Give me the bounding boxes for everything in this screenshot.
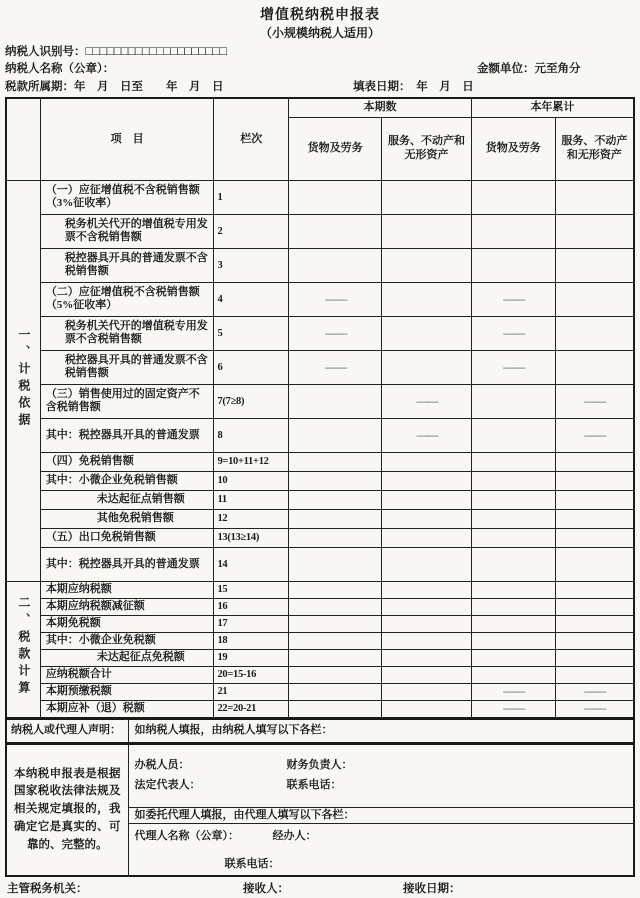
row-item-label: （四）免税销售额 [40,452,214,471]
table-row [6,683,634,700]
cell-ytd-services [555,509,634,528]
cell-ytd-goods [471,581,555,598]
table-row [6,452,634,471]
cell-ytd-goods: —— [471,316,555,350]
amount-unit-label: 金额单位：元至角分 [477,63,581,76]
agent-phone-label: 联系电话： [224,857,280,870]
fill-date-label: 填表日期： [353,80,405,93]
row-column-no: 2 [214,214,289,248]
cell-ytd-goods [471,649,555,666]
col-header-services-assets: 服务、不动产和无形资产 [382,117,472,180]
cell-current-goods [289,632,382,649]
row-item-label: （一）应征增值税不含税销售额（3%征收率） [40,180,214,214]
cell-current-services [382,581,472,598]
cell-ytd-services [555,547,634,581]
fill-date-group [353,80,474,94]
cell-ytd-services [555,598,634,615]
cell-current-goods [289,452,382,471]
row-column-no: 21 [214,683,289,700]
row-column-no: 11 [214,490,289,509]
cell-current-goods [289,649,382,666]
cell-ytd-services [555,528,634,547]
row-item-label: 应纳税额合计 [40,666,214,683]
cell-ytd-goods: —— [471,683,555,700]
cell-ytd-goods [471,509,555,528]
cell-current-goods [289,214,382,248]
taxpayer-name-label: 纳税人名称（公章）： [5,63,115,76]
receiver-label: 接收人： [243,883,289,896]
cell-ytd-goods [471,452,555,471]
cell-current-goods [289,666,382,683]
cell-current-goods [289,248,382,282]
cell-ytd-goods [471,615,555,632]
cell-ytd-goods [471,666,555,683]
cell-current-goods [289,418,382,452]
cell-current-goods [289,683,382,700]
cell-current-services [382,528,472,547]
row-item-label: 其他免税销售额 [40,509,214,528]
agent-signature-cell [128,823,634,876]
row-column-no: 14 [214,547,289,581]
cell-current-goods [289,490,382,509]
row-column-no: 5 [214,316,289,350]
col-header-year-total: 本年累计 [471,98,634,118]
table-row [6,581,634,598]
cell-current-services [382,683,472,700]
row-item-label: 税务机关代开的增值税专用发票不含税销售额 [40,316,214,350]
finance-head-label: 财务负责人： [286,759,353,772]
row-item-label: 其中：小微企业免税销售额 [40,471,214,490]
cell-ytd-services: —— [555,418,634,452]
cell-current-services [382,350,472,384]
row-item-label: 未达起征点免税额 [40,649,214,666]
main-table [5,97,635,719]
form-title: 增值税纳税申报表 [260,8,380,23]
cell-current-services [382,471,472,490]
declaration-statement: 本纳税申报表是根据国家税收法律法规及相关规定填报的，我确定它是真实的、可靠的、完整的。 [6,744,128,877]
cell-ytd-services [555,282,634,316]
cell-current-services [382,547,472,581]
table-row [6,528,634,547]
row-column-no: 20=15-16 [214,666,289,683]
row-column-no: 22=20-21 [214,700,289,718]
tax-period-line [5,80,635,94]
cell-ytd-goods [471,632,555,649]
cell-ytd-goods: —— [471,700,555,718]
row-item-label: 其中：小微企业免税额 [40,632,214,649]
col-header-item: 项 目 [40,98,214,181]
row-item-label: 税控器具开具的普通发票不含税销售额 [40,248,214,282]
cell-current-services [382,490,472,509]
cell-current-services: —— [382,384,472,418]
table-row [6,509,634,528]
row-column-no: 18 [214,632,289,649]
table-row [6,316,634,350]
row-item-label: 其中：税控器具开具的普通发票 [40,418,214,452]
cell-ytd-services [555,490,634,509]
taxpayer-fill-note: 如纳税人填报，由纳税人填写以下各栏： [128,719,634,743]
declaration-row [5,718,635,744]
cell-current-goods [289,615,382,632]
cell-ytd-services [555,581,634,598]
table-row [6,666,634,683]
taxpayer-id-label: 纳税人识别号： [5,45,86,58]
section-label-tax-calculation: 二、税款计算 [6,581,40,718]
cell-current-services [382,316,472,350]
cell-ytd-services: —— [555,384,634,418]
cell-current-goods [289,509,382,528]
cell-current-services [382,214,472,248]
table-row [6,598,634,615]
row-item-label: 本期应纳税额减征额 [40,598,214,615]
cell-ytd-services [555,316,634,350]
row-column-no: 4 [214,282,289,316]
row-item-label: 本期应纳税额 [40,581,214,598]
row-item-label: 本期预缴税额 [40,683,214,700]
cell-current-services [382,649,472,666]
cell-ytd-services: —— [555,700,634,718]
table-row [6,214,634,248]
row-column-no: 9=10+11+12 [214,452,289,471]
row-column-no: 17 [214,615,289,632]
row-column-no: 6 [214,350,289,384]
cell-current-goods [289,471,382,490]
table-row [6,649,634,666]
cell-ytd-services [555,471,634,490]
fill-date-value: 年 月 日 [416,80,474,93]
declaration-label: 纳税人或代理人声明： [6,719,128,743]
cell-current-goods [289,581,382,598]
row-item-label: 税务机关代开的增值税专用发票不含税销售额 [40,214,214,248]
cell-ytd-goods [471,598,555,615]
tax-period-label: 税款所属期： [5,80,74,93]
row-item-label: 未达起征点销售额 [40,490,214,509]
table-row [6,180,634,214]
cell-ytd-services [555,666,634,683]
table-row [6,384,634,418]
handler-label: 经办人： [272,829,317,842]
row-column-no: 1 [214,180,289,214]
col-header-current-period: 本期数 [289,98,472,118]
row-item-label: 本期应补（退）税额 [40,700,214,718]
row-item-label: （三）销售使用过的固定资产不含税销售额 [40,384,214,418]
table-row [6,471,634,490]
cell-current-services [382,615,472,632]
cell-current-services [382,666,472,683]
cell-ytd-goods [471,528,555,547]
cell-ytd-goods: —— [471,282,555,316]
cell-ytd-goods [471,248,555,282]
row-item-label: （五）出口免税销售额 [40,528,214,547]
row-column-no: 15 [214,581,289,598]
cell-ytd-services [555,649,634,666]
cell-ytd-goods [471,214,555,248]
col-header-column-no: 栏次 [214,98,289,181]
cell-current-goods: —— [289,282,382,316]
row-column-no: 13(13≥14) [214,528,289,547]
cell-current-services [382,700,472,718]
cell-current-goods: —— [289,316,382,350]
cell-ytd-services [555,615,634,632]
cell-ytd-goods [471,418,555,452]
taxpayer-name-line [5,62,635,76]
row-column-no: 12 [214,509,289,528]
row-item-label: （二）应征增值税不含税销售额（5%征收率） [40,282,214,316]
phone-label: 联系电话： [286,778,342,791]
row-column-no: 16 [214,598,289,615]
cell-current-goods [289,700,382,718]
cell-current-services [382,509,472,528]
col-header-goods-services-ytd: 货物及劳务 [471,117,555,180]
row-column-no: 19 [214,649,289,666]
row-column-no: 7(7≥8) [214,384,289,418]
cell-ytd-services [555,350,634,384]
cell-current-goods [289,598,382,615]
receive-date-label: 接收日期： [403,883,461,896]
cell-ytd-services [555,180,634,214]
agent-name-label: 代理人名称（公章）： [134,829,239,842]
table-row [6,248,634,282]
cell-ytd-goods [471,547,555,581]
col-header-services-assets-ytd: 服务、不动产和无形资产 [555,117,634,180]
cell-current-services [382,282,472,316]
cell-current-services [382,598,472,615]
cell-current-services: —— [382,418,472,452]
cell-current-goods: —— [289,350,382,384]
cell-ytd-goods [471,471,555,490]
cell-ytd-goods [471,384,555,418]
cell-current-goods [289,384,382,418]
table-row [6,547,634,581]
side-header-spacer [6,98,40,181]
preparer-label: 办税人员： [134,759,190,772]
table-row [6,350,634,384]
form-subtitle: （小规模纳税人适用） [259,25,380,40]
agent-fill-note: 如委托代理人填报，由代理人填写以下各栏： [128,807,634,823]
row-column-no: 8 [214,418,289,452]
cell-ytd-services [555,214,634,248]
taxpayer-id-line [5,44,635,60]
col-header-goods-services: 货物及劳务 [289,117,382,180]
row-item-label: 其中：税控器具开具的普通发票 [40,547,214,581]
table-row [6,418,634,452]
cell-current-services [382,452,472,471]
row-item-label: 本期免税额 [40,615,214,632]
cell-current-goods [289,180,382,214]
section-label-tax-basis: 一、计税依据 [6,180,40,581]
cell-ytd-goods: —— [471,350,555,384]
taxpayer-signature-cell [128,744,634,808]
cell-current-services [382,248,472,282]
cell-ytd-services [555,248,634,282]
signature-block [5,743,635,878]
table-row [6,282,634,316]
row-column-no: 3 [214,248,289,282]
row-column-no: 10 [214,471,289,490]
cell-current-goods [289,547,382,581]
cell-current-services [382,632,472,649]
cell-ytd-services [555,632,634,649]
cell-current-goods [289,528,382,547]
cell-ytd-services [555,452,634,471]
taxpayer-id-boxes: □□□□□□□□□□□□□□□□□□□□ [85,43,227,58]
table-row [6,490,634,509]
cell-ytd-goods [471,180,555,214]
cell-ytd-goods [471,490,555,509]
cell-ytd-services: —— [555,683,634,700]
table-row [6,615,634,632]
cell-current-services [382,180,472,214]
tax-period-value: 年 月 日至 年 月 日 [74,80,224,93]
table-row [6,632,634,649]
table-row [6,700,634,718]
form-footer [5,880,635,898]
legal-rep-label: 法定代表人： [134,778,201,791]
tax-authority-label: 主管税务机关： [7,883,88,896]
row-item-label: 税控器具开具的普通发票不含税销售额 [40,350,214,384]
